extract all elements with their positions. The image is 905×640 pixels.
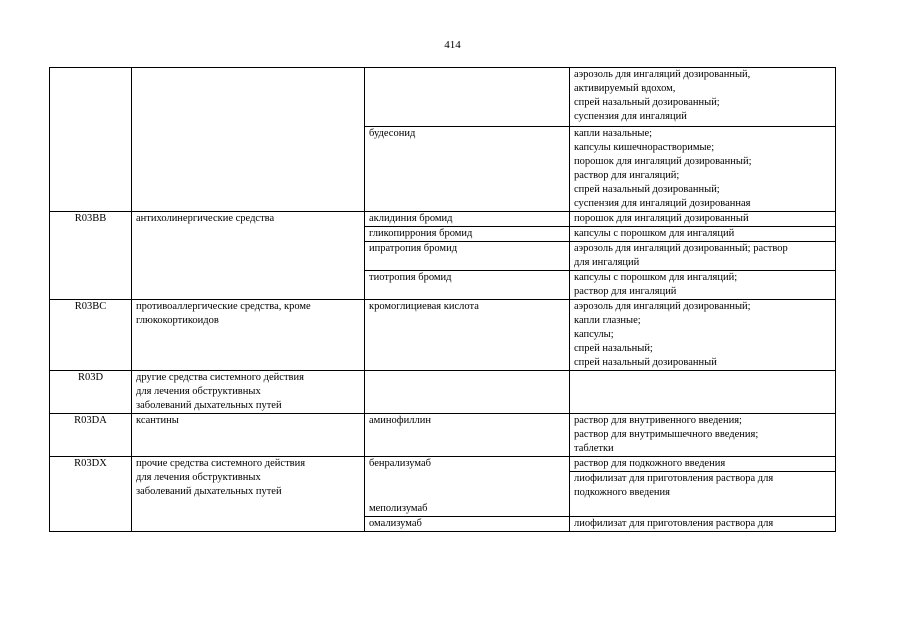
dosage-forms-cell: аэрозоль для ингаляций дозированный; капли глазные; капсулы; спрей назальный; спрей назальный дозированный <box>570 300 836 371</box>
drug-name-cell <box>365 68 570 127</box>
page-number: 414 <box>444 39 461 51</box>
drug-name-cell: кромоглициевая кислота <box>365 300 570 371</box>
dosage-forms-cell: капсулы с порошком для ингаляций <box>570 227 836 242</box>
group-name-cell: противоаллергические средства, кроме глюкокортикоидов <box>132 300 365 371</box>
drug-name-cell: аминофиллин <box>365 414 570 457</box>
drug-name-cell <box>365 371 570 414</box>
table-row <box>50 371 836 414</box>
table-row <box>50 212 836 227</box>
group-name-cell: прочие средства системного действия для лечения обструктивных заболеваний дыхательных путей <box>132 457 365 532</box>
dosage-forms-cell: аэрозоль для ингаляций дозированный, активируемый вдохом, спрей назальный дозированный; суспензия для ингаляций <box>570 68 836 127</box>
atc-code-cell: R03BC <box>50 300 132 371</box>
dosage-forms-cell: лиофилизат для приготовления раствора для подкожного введения <box>570 472 836 517</box>
drug-name-cell: аклидиния бромид <box>365 212 570 227</box>
drug-name-cell: гликопиррония бромид <box>365 227 570 242</box>
table-row <box>50 300 836 371</box>
atc-code-cell <box>50 68 132 212</box>
group-name-cell: другие средства системного действия для лечения обструктивных заболеваний дыхательных путей <box>132 371 365 414</box>
drug-name-cell: бенрализумаб <box>365 457 570 472</box>
dosage-forms-cell <box>570 371 836 414</box>
atc-code-cell: R03DX <box>50 457 132 532</box>
dosage-forms-cell: раствор для внутривенного введения; раствор для внутримышечного введения; таблетки <box>570 414 836 457</box>
dosage-forms-cell: раствор для подкожного введения <box>570 457 836 472</box>
drug-name-cell: омализумаб <box>365 516 570 531</box>
dosage-forms-cell: капсулы с порошком для ингаляций; раствор для ингаляций <box>570 271 836 300</box>
dosage-forms-cell: капли назальные; капсулы кишечнорастворимые; порошок для ингаляций дозированный; раствор для ингаляций; спрей назальный дозированный; суспензия для ингаляций дозированная <box>570 127 836 212</box>
drug-name-cell: меполизумаб <box>365 472 570 517</box>
drug-name-cell: будесонид <box>365 127 570 212</box>
atc-code-cell: R03D <box>50 371 132 414</box>
drug-name-cell: тиотропия бромид <box>365 271 570 300</box>
dosage-forms-cell: порошок для ингаляций дозированный <box>570 212 836 227</box>
table-row <box>50 457 836 472</box>
group-name-cell <box>132 68 365 212</box>
dosage-forms-cell: аэрозоль для ингаляций дозированный; раствор для ингаляций <box>570 242 836 271</box>
atc-code-cell: R03DA <box>50 414 132 457</box>
drug-name-cell: ипратропия бромид <box>365 242 570 271</box>
group-name-cell: антихолинергические средства <box>132 212 365 300</box>
dosage-forms-cell: лиофилизат для приготовления раствора для <box>570 516 836 531</box>
table-row <box>50 68 836 127</box>
atc-code-cell: R03BB <box>50 212 132 300</box>
group-name-cell: ксантины <box>132 414 365 457</box>
table-row <box>50 414 836 457</box>
drug-classification-table <box>49 67 836 532</box>
